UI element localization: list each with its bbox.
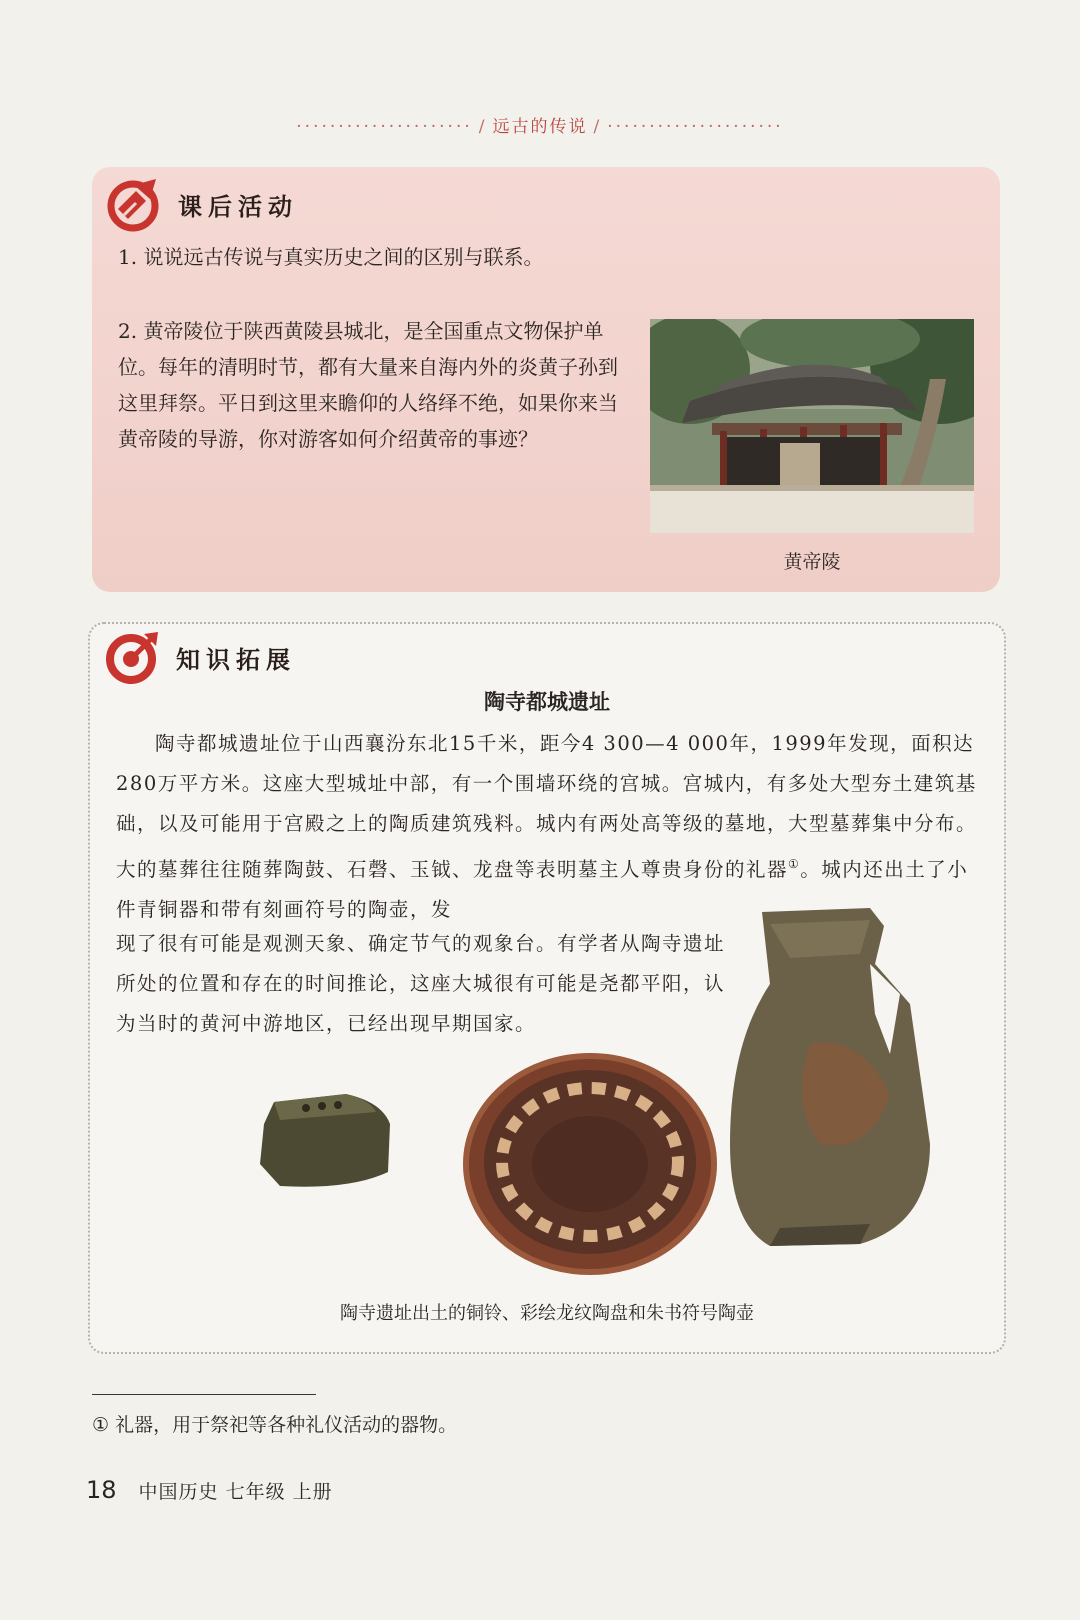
paragraph-1-tail: 。城内还出土了小件青铜器和带有刻画符号的陶壶，发 xyxy=(116,858,969,921)
bronze-bell-image xyxy=(260,1094,390,1187)
footnote-marker: ① xyxy=(788,857,801,871)
activity-title: 课后活动 xyxy=(178,192,298,221)
book-title: 中国历史 七年级 上册 xyxy=(138,1481,333,1503)
running-title: 远古的传说 xyxy=(492,117,588,137)
running-header: ····················· / 远古的传说 / ····················· xyxy=(296,117,784,137)
knowledge-heading xyxy=(104,628,296,686)
artifact-photos xyxy=(170,894,1000,1294)
huangdi-mausoleum-photo xyxy=(650,319,974,533)
dragon-plate-image xyxy=(466,1056,714,1272)
activity-badge-icon xyxy=(106,175,164,233)
artifact-caption: 陶寺遗址出土的铜铃、彩绘龙纹陶盘和朱书符号陶壶 xyxy=(340,1303,754,1324)
article-title: 陶寺都城遗址 xyxy=(484,690,610,714)
header-dots-right: ····················· xyxy=(607,117,784,137)
question-1: 1. 说说远古传说与真实历史之间的区别与联系。 xyxy=(118,245,544,269)
activity-section xyxy=(92,167,1000,592)
activity-heading xyxy=(106,175,298,233)
article-paragraph-2: 现了很有可能是观测天象、确定节气的观象台。有学者从陶寺遗址所处的位置和存在的时间推论，这座大城很有可能是尧都平阳，认为当时的黄河中游地区，已经出现早期国家。 xyxy=(116,932,726,1035)
photo-caption: 黄帝陵 xyxy=(783,551,841,573)
page-number: 18 xyxy=(86,1476,117,1504)
paragraph-1-main: 陶寺都城遗址位于山西襄汾东北15千米，距今4 300—4 000年，1999年发现，面积达280万平方米。这座大型城址中部，有一个围墙环绕的宫城。宫城内，有多处大型夯土建筑基础，以及可能用于宫殿之上的陶质建筑残料。城内有两处高等级的墓地，大型墓葬集中分布。大的墓葬往往随葬陶鼓、石磬、玉钺、龙盘等表明墓主人尊贵身份的礼器 xyxy=(116,732,978,881)
painted-jar-image xyxy=(730,908,930,1246)
knowledge-title: 知识拓展 xyxy=(176,645,296,674)
page-footer xyxy=(86,1476,333,1504)
knowledge-badge-icon xyxy=(104,628,162,686)
question-2: 2. 黄帝陵位于陕西黄陵县城北，是全国重点文物保护单位。每年的清明时节，都有大量来自海内外的炎黄子孙到这里拜祭。平日到这里来瞻仰的人络绎不绝，如果你来当黄帝陵的导游，你对游客如何介绍黄帝的事迹？ xyxy=(118,319,618,451)
footnote-rule xyxy=(92,1394,316,1395)
header-dots-left: ····················· xyxy=(296,117,473,137)
knowledge-section xyxy=(88,622,1006,1354)
footnote: ① 礼器，用于祭祀等各种礼仪活动的器物。 xyxy=(92,1414,458,1436)
